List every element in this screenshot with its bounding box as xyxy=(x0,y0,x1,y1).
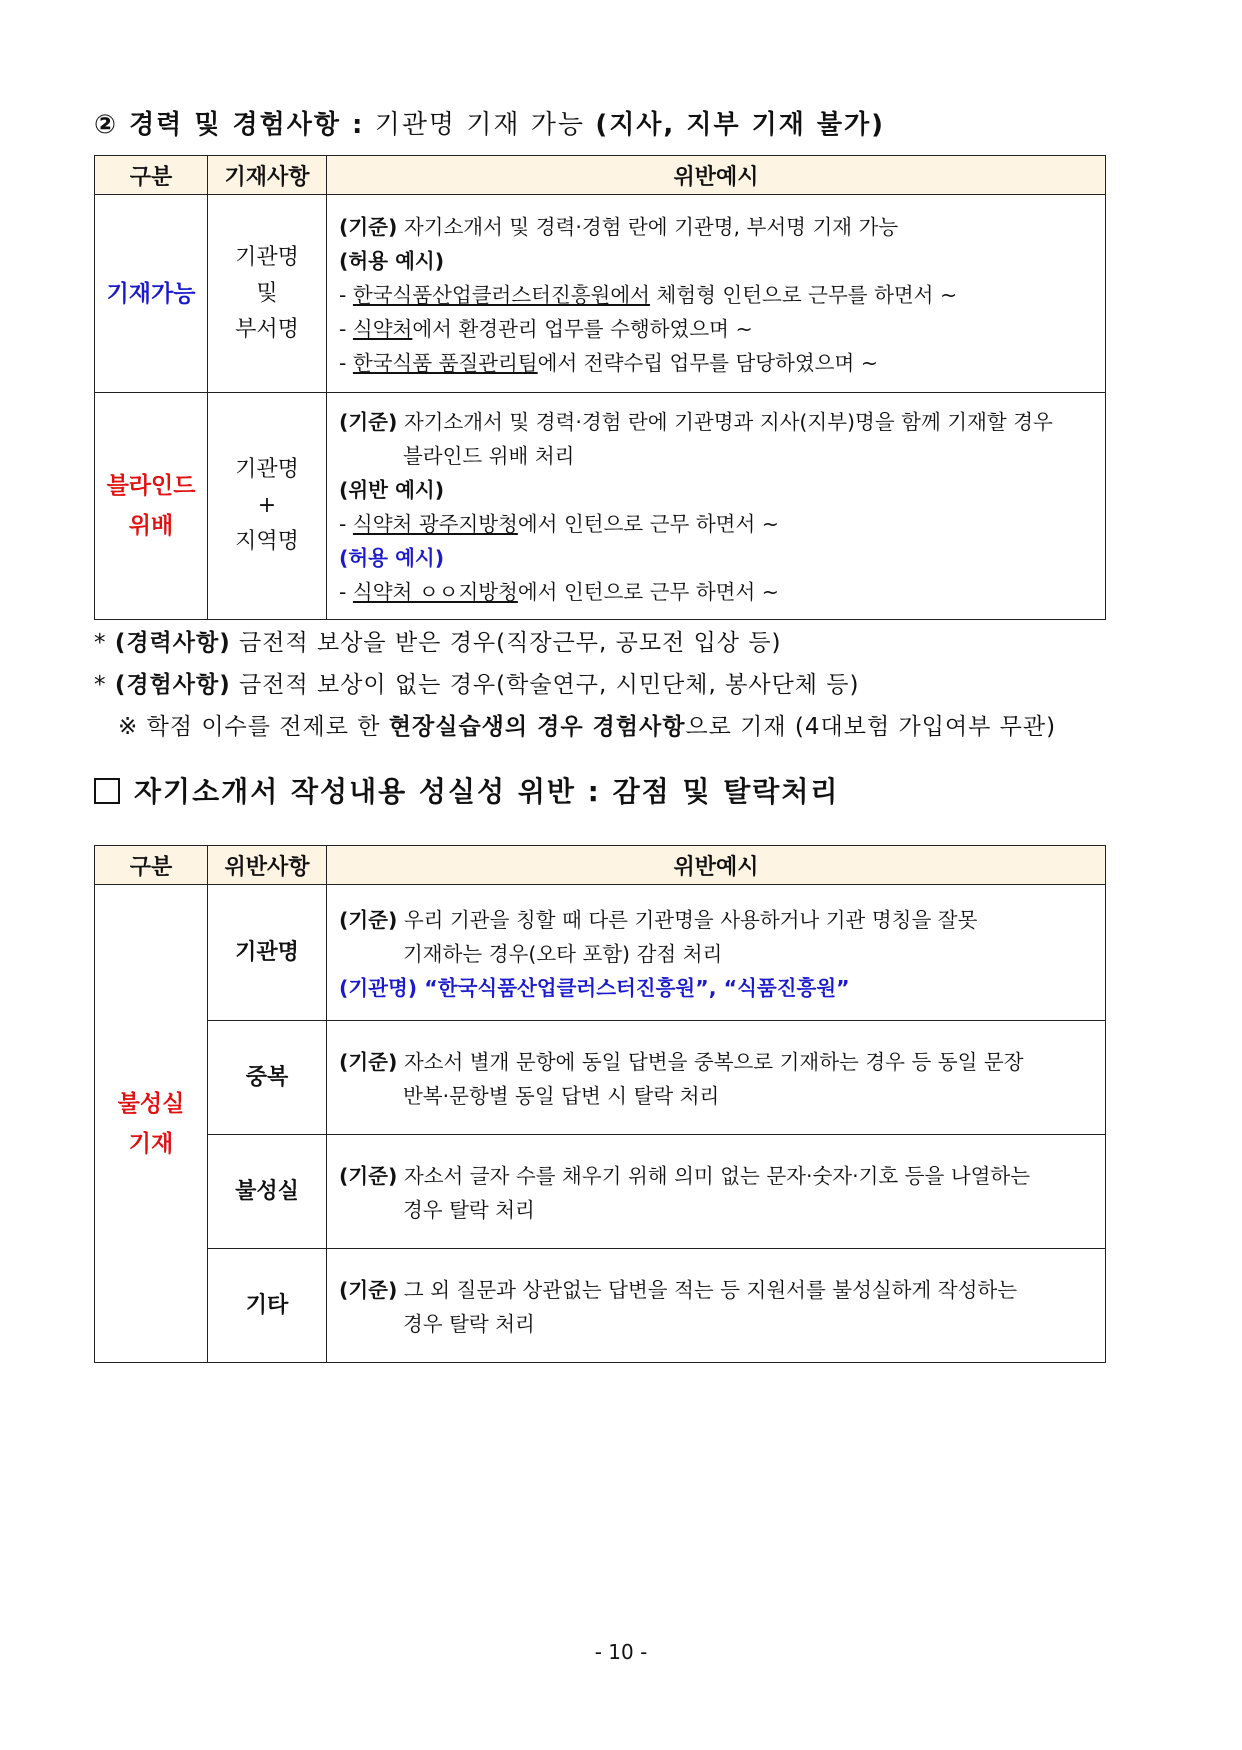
table-header-row xyxy=(95,846,1106,885)
page-number: - 10 - xyxy=(594,1640,648,1664)
note-text: 으로 기재 (4대보험 가입여부 무관) xyxy=(685,714,1057,740)
criteria-label: (기준) xyxy=(339,907,398,932)
criteria-text: 자소서 별개 문항에 동일 답변을 중복으로 기재하는 경우 등 동일 문장 xyxy=(397,1049,1024,1074)
table-sincerity-violation xyxy=(94,845,1106,1363)
table-row xyxy=(95,393,1106,620)
dash: - xyxy=(339,350,353,375)
criteria-line xyxy=(339,210,1093,244)
violation-item: 기타 xyxy=(208,1249,327,1363)
dash: - xyxy=(339,512,353,536)
table-row xyxy=(95,1021,1106,1135)
item-cell xyxy=(208,393,327,620)
item-line: 및 xyxy=(256,280,278,306)
dash: - xyxy=(339,316,353,341)
item-line: 기관명 xyxy=(235,244,299,270)
note-bullet: * xyxy=(94,630,115,656)
criteria-text: 자기소개서 및 경력·경험 란에 기관명, 부서명 기재 가능 xyxy=(397,214,899,239)
table-row xyxy=(95,885,1106,1021)
violation-item: 중복 xyxy=(208,1021,327,1135)
violation-item: 불성실 xyxy=(208,1135,327,1249)
example-org: 식약처 xyxy=(352,316,413,341)
example-text: 에서 인턴으로 근무 하면서 ~ xyxy=(517,580,779,604)
header-examples: 위반예시 xyxy=(327,156,1106,195)
quote-sep: ”, “ xyxy=(695,975,738,1000)
example-line xyxy=(339,346,1093,380)
item-line: 지역명 xyxy=(235,529,299,554)
note-intern xyxy=(118,708,1056,741)
allow-example-label: (허용 예시) xyxy=(339,248,445,273)
note-bold: 현장실습생의 경우 경험사항 xyxy=(388,714,686,740)
section2-title xyxy=(94,770,839,810)
criteria-label: (기준) xyxy=(339,410,398,434)
note-bullet: * xyxy=(94,672,115,698)
section1-title-tail: (지사, 지부 기재 불가) xyxy=(595,110,886,140)
note-career xyxy=(94,624,782,657)
table-row xyxy=(95,1135,1106,1249)
example-text: 에서 환경관리 업무를 수행하였으며 ~ xyxy=(412,316,753,341)
criteria-label: (기준) xyxy=(339,1049,398,1074)
example-cell xyxy=(327,885,1106,1021)
checkbox-icon xyxy=(94,778,120,804)
header-category: 구분 xyxy=(95,156,208,195)
criteria-line xyxy=(339,903,1093,937)
criteria-label: (기준) xyxy=(339,1277,398,1302)
criteria-text: 자기소개서 및 경력·경험 란에 기관명과 지사(지부)명을 함께 기재할 경우 xyxy=(397,410,1053,434)
violation-item: 기관명 xyxy=(208,885,327,1021)
allow-example-label: (허용 예시) xyxy=(339,546,445,570)
table-header-row xyxy=(95,156,1106,195)
header-category: 구분 xyxy=(95,846,208,885)
dash: - xyxy=(339,580,353,604)
item-line: 부서명 xyxy=(235,316,299,342)
table-row xyxy=(95,195,1106,393)
note-label: (경력사항) xyxy=(114,630,231,656)
example-cell xyxy=(327,1021,1106,1135)
criteria-line xyxy=(339,1273,1093,1307)
example-line xyxy=(339,278,1093,312)
dash: - xyxy=(339,282,353,307)
item-cell xyxy=(208,195,327,393)
section2-title-text: 자기소개서 작성내용 성실성 위반 : 감점 및 탈락처리 xyxy=(134,775,840,808)
criteria-line xyxy=(339,405,1093,439)
violation-example-label: (위반 예시) xyxy=(339,478,445,502)
org-name-short: 식품진흥원 xyxy=(737,975,837,1000)
criteria-text: 우리 기관을 칭할 때 다른 기관명을 사용하거나 기관 명칭을 잘못 xyxy=(397,907,978,932)
criteria-text-cont: 블라인드 위배 처리 xyxy=(403,444,575,468)
criteria-text-cont: 반복·문항별 동일 답변 시 탈락 처리 xyxy=(403,1083,720,1108)
criteria-line xyxy=(339,1045,1093,1079)
example-text: 에서 전략수립 업무를 담당하였으며 ~ xyxy=(537,350,878,375)
criteria-text-cont: 경우 탈락 처리 xyxy=(403,1197,535,1222)
category-line: 불성실 xyxy=(117,1090,185,1117)
note-label: (경험사항) xyxy=(114,672,231,698)
table-career-experience xyxy=(94,155,1106,620)
section1-title xyxy=(94,104,885,141)
header-violation: 위반사항 xyxy=(208,846,327,885)
example-text: 체험형 인턴으로 근무를 하면서 ~ xyxy=(649,282,958,307)
category-line: 기재 xyxy=(128,1130,174,1157)
header-item: 기재사항 xyxy=(208,156,327,195)
category-line: 블라인드 xyxy=(106,473,196,499)
note-text: 금전적 보상이 없는 경우(학술연구, 시민단체, 봉사단체 등) xyxy=(230,672,860,698)
item-line: 기관명 xyxy=(235,457,299,482)
category-allowed: 기재가능 xyxy=(95,195,208,393)
org-name-label: (기관명) xyxy=(339,975,425,1000)
example-cell xyxy=(327,1135,1106,1249)
example-org: 한국식품산업클러스터진흥원에서 xyxy=(352,282,650,307)
note-experience xyxy=(94,666,859,699)
section1-title-normal: 기관명 기재 가능 xyxy=(364,110,596,140)
example-line xyxy=(339,507,1093,541)
category-line: 위배 xyxy=(128,513,174,539)
criteria-text: 자소서 글자 수를 채우기 위해 의미 없는 문자·숫자·기호 등을 나열하는 xyxy=(397,1163,1031,1188)
category-insincere xyxy=(95,885,208,1363)
example-org: 식약처 ㅇㅇ지방청 xyxy=(352,580,518,604)
note-text: 금전적 보상을 받은 경우(직장근무, 공모전 입상 등) xyxy=(230,630,782,656)
category-blind-violation xyxy=(95,393,208,620)
example-org: 한국식품 품질관리팀 xyxy=(352,350,538,375)
item-line: + xyxy=(257,493,277,518)
org-name-full: 한국식품산업클러스터진흥원 xyxy=(437,975,696,1000)
quote: ” xyxy=(836,975,850,1000)
quote: “ xyxy=(424,975,438,1000)
criteria-text-cont: 기재하는 경우(오타 포함) 감점 처리 xyxy=(403,941,723,966)
example-org: 식약처 광주지방청 xyxy=(352,512,518,536)
example-line xyxy=(339,312,1093,346)
example-text: 에서 인턴으로 근무 하면서 ~ xyxy=(517,512,779,536)
example-line xyxy=(339,575,1093,609)
criteria-label: (기준) xyxy=(339,214,398,239)
header-examples: 위반예시 xyxy=(327,846,1106,885)
criteria-label: (기준) xyxy=(339,1163,398,1188)
criteria-line xyxy=(339,1159,1093,1193)
note-text: ※ 학점 이수를 전제로 한 xyxy=(118,714,389,740)
example-cell xyxy=(327,1249,1106,1363)
example-cell xyxy=(327,195,1106,393)
org-name-line xyxy=(339,971,1093,1005)
criteria-text: 그 외 질문과 상관없는 답변을 적는 등 지원서를 불성실하게 작성하는 xyxy=(397,1277,1018,1302)
criteria-text-cont: 경우 탈락 처리 xyxy=(403,1311,535,1336)
section1-title-bold: ② 경력 및 경험사항 : xyxy=(94,110,365,140)
table-row xyxy=(95,1249,1106,1363)
example-cell xyxy=(327,393,1106,620)
